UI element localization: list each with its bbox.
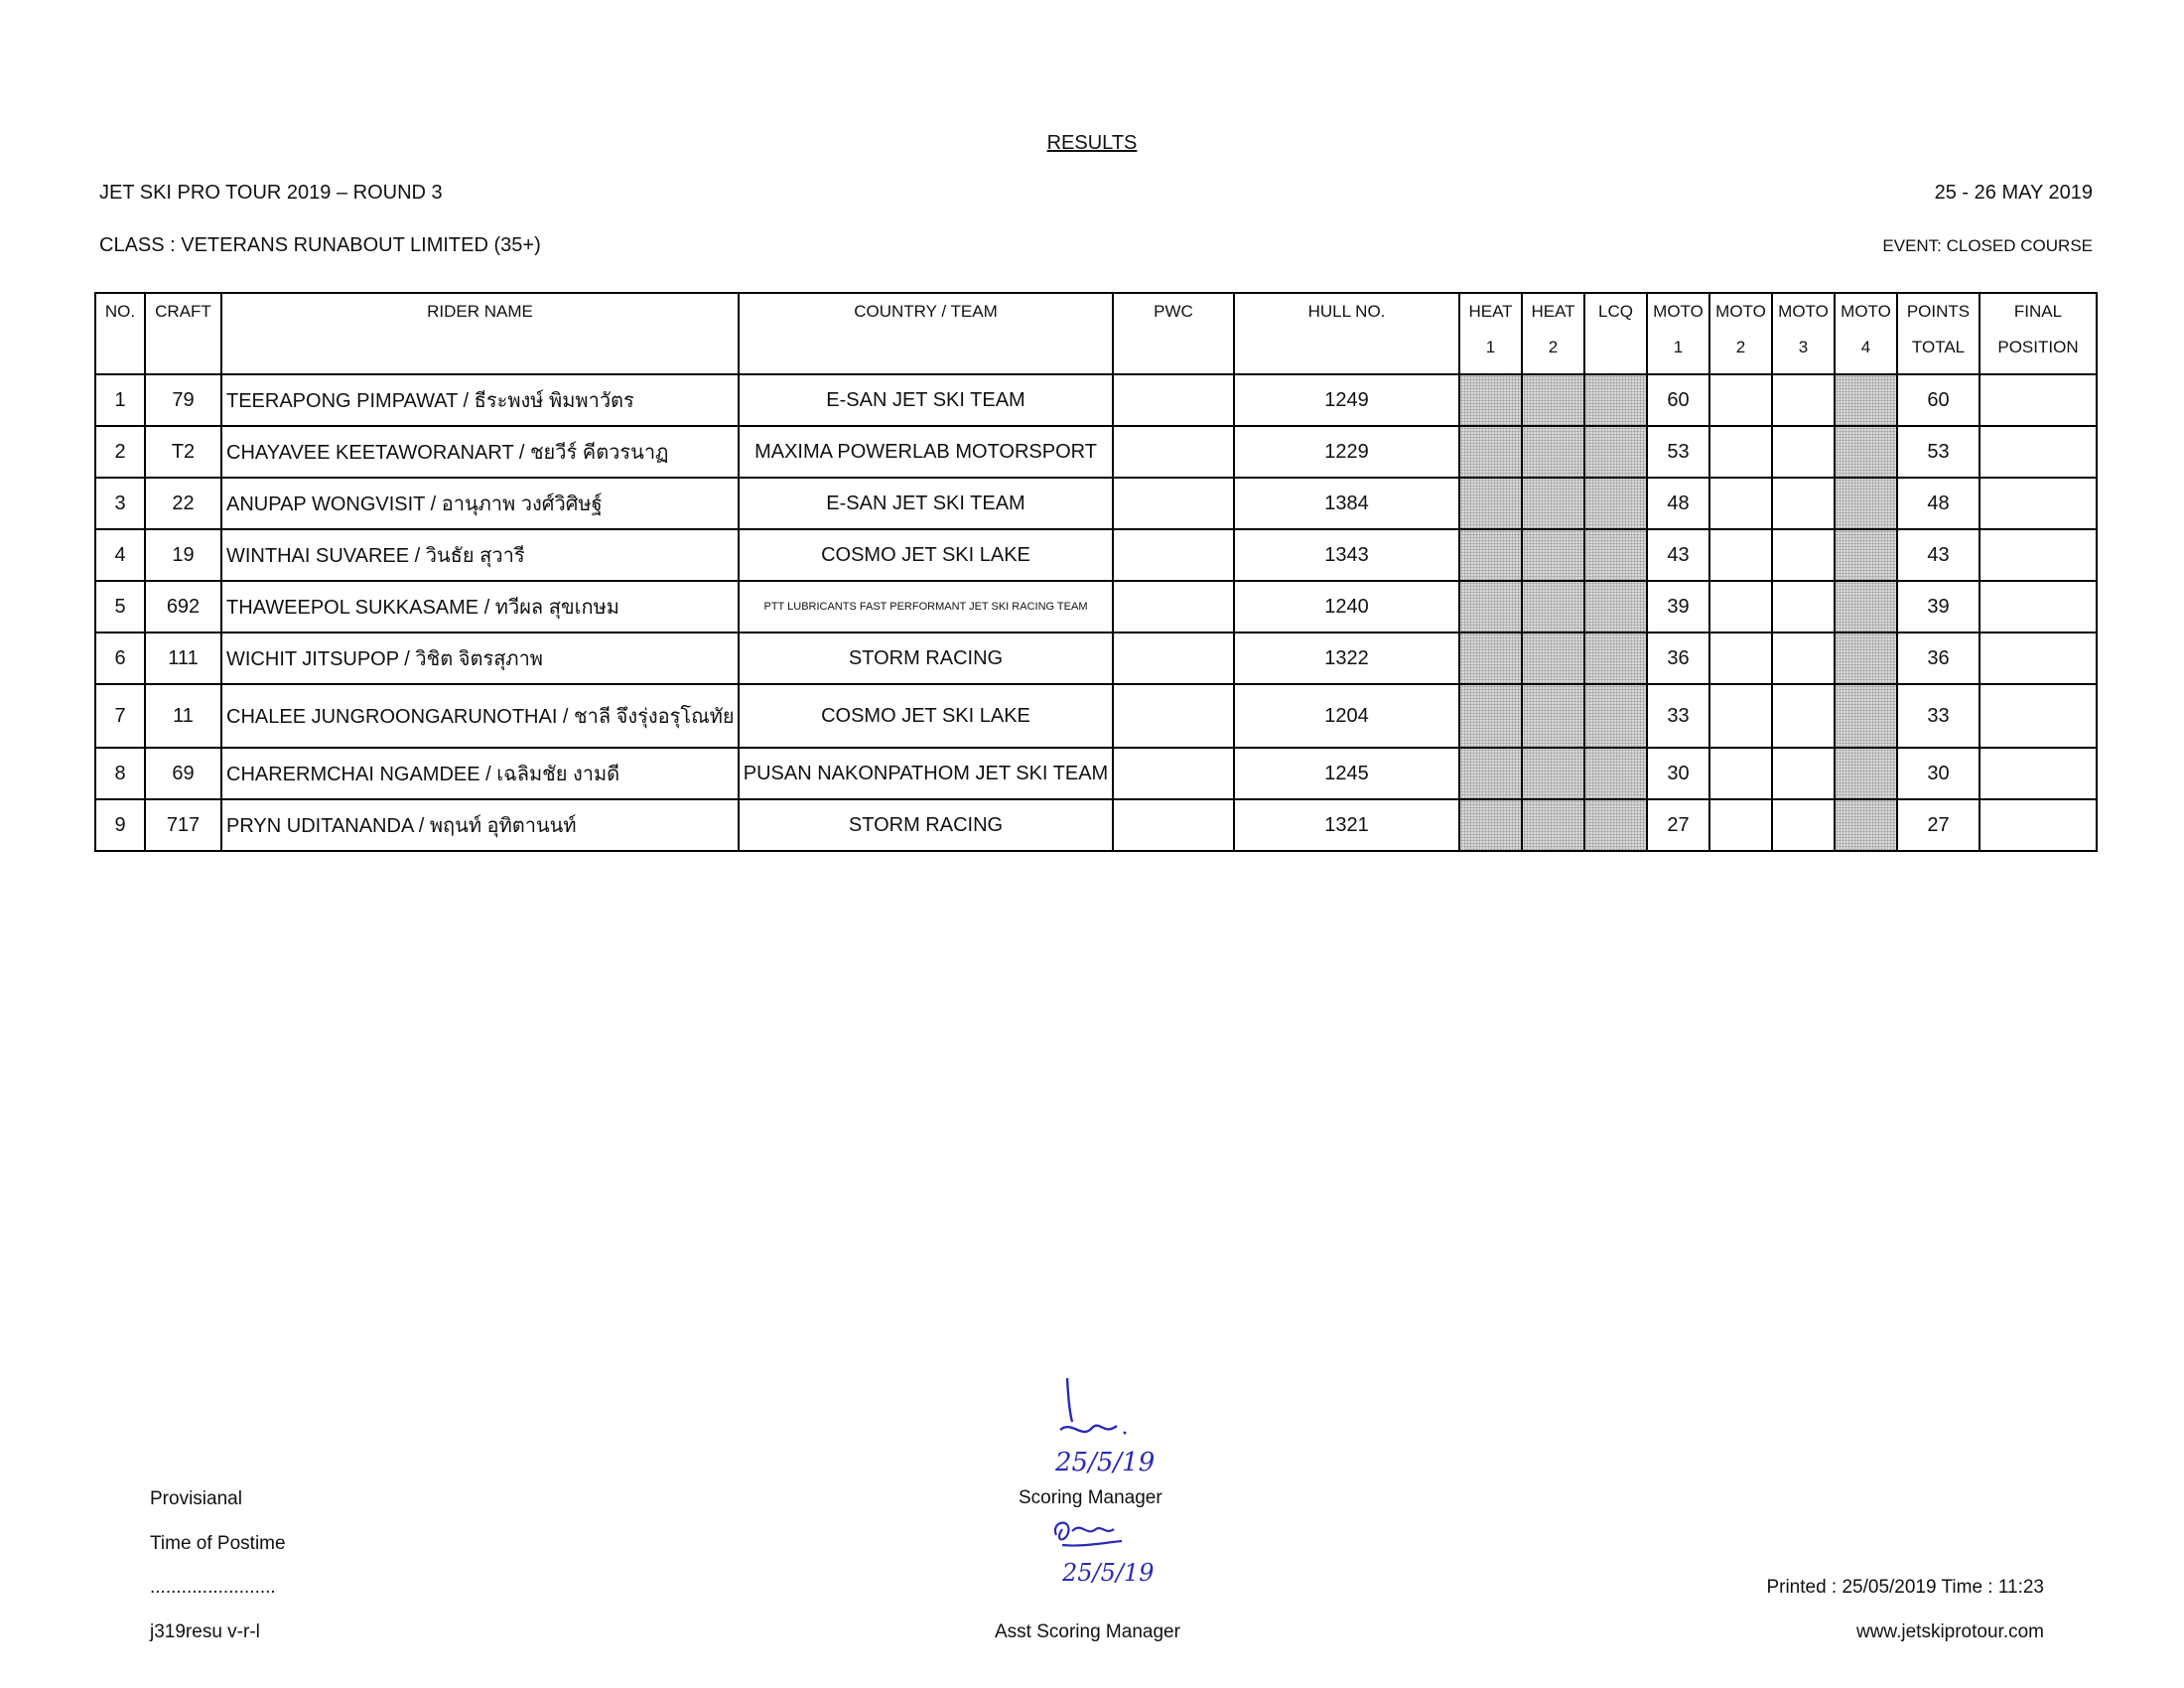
cell-points: 39: [1897, 581, 1979, 633]
cell-moto1: 60: [1647, 374, 1709, 426]
cell-no: 1: [95, 374, 145, 426]
cell-heat1: [1459, 684, 1522, 748]
table-row: [95, 581, 2097, 633]
cell-heat2: [1522, 799, 1584, 851]
cell-moto1: 53: [1647, 426, 1709, 478]
table-row: [95, 426, 2097, 478]
cell-rider: WICHIT JITSUPOP / วิชิต จิตรสุภาพ: [221, 633, 739, 684]
cell-lcq: [1584, 684, 1647, 748]
col-final: FINAL POSITION: [1979, 293, 2097, 374]
cell-lcq: [1584, 478, 1647, 529]
cell-heat2: [1522, 529, 1584, 581]
event-dates: 25 - 26 MAY 2019: [1934, 182, 2093, 204]
cell-moto1: 43: [1647, 529, 1709, 581]
cell-craft: 22: [145, 478, 221, 529]
cell-final: [1979, 529, 2097, 581]
time-of-postime-label: Time of Postime: [150, 1533, 286, 1554]
cell-moto1: 30: [1647, 748, 1709, 799]
cell-pwc: [1113, 633, 1234, 684]
cell-pwc: [1113, 581, 1234, 633]
cell-moto2: [1709, 529, 1772, 581]
cell-hull: 1321: [1234, 799, 1459, 851]
cell-team: COSMO JET SKI LAKE: [739, 684, 1113, 748]
cell-no: 6: [95, 633, 145, 684]
cell-hull: 1229: [1234, 426, 1459, 478]
cell-heat2: [1522, 426, 1584, 478]
cell-moto4: [1835, 748, 1897, 799]
table-row: [95, 529, 2097, 581]
cell-no: 9: [95, 799, 145, 851]
cell-rider: TEERAPONG PIMPAWAT / ธีระพงษ์ พิมพาวัตร: [221, 374, 739, 426]
table-row: [95, 374, 2097, 426]
cell-moto4: [1835, 684, 1897, 748]
col-heat2: HEAT 2: [1522, 293, 1584, 374]
col-pwc: PWC: [1113, 293, 1234, 374]
cell-final: [1979, 478, 2097, 529]
col-team: COUNTRY / TEAM: [739, 293, 1113, 374]
cell-team: COSMO JET SKI LAKE: [739, 529, 1113, 581]
cell-moto3: [1772, 633, 1835, 684]
cell-rider: CHALEE JUNGROONGARUNOTHAI / ชาลี จึงรุ่งอรุโณทัย: [221, 684, 739, 748]
cell-rider: CHARERMCHAI NGAMDEE / เฉลิมชัย งามดี: [221, 748, 739, 799]
cell-pwc: [1113, 478, 1234, 529]
cell-pwc: [1113, 426, 1234, 478]
cell-heat1: [1459, 374, 1522, 426]
handwritten-signature-2: [1042, 1507, 1171, 1557]
event-type: EVENT: CLOSED COURSE: [1882, 236, 2093, 255]
cell-craft: 69: [145, 748, 221, 799]
cell-pwc: [1113, 799, 1234, 851]
cell-moto2: [1709, 581, 1772, 633]
cell-heat1: [1459, 799, 1522, 851]
cell-moto2: [1709, 748, 1772, 799]
table-header-row: [95, 293, 2097, 374]
cell-moto1: 48: [1647, 478, 1709, 529]
cell-final: [1979, 633, 2097, 684]
cell-lcq: [1584, 426, 1647, 478]
cell-points: 27: [1897, 799, 1979, 851]
cell-lcq: [1584, 748, 1647, 799]
signature-1-date: 25/5/19: [1055, 1448, 1156, 1477]
cell-heat1: [1459, 633, 1522, 684]
cell-lcq: [1584, 799, 1647, 851]
cell-points: 33: [1897, 684, 1979, 748]
cell-moto4: [1835, 581, 1897, 633]
cell-hull: 1204: [1234, 684, 1459, 748]
cell-craft: 11: [145, 684, 221, 748]
cell-heat1: [1459, 748, 1522, 799]
cell-heat1: [1459, 581, 1522, 633]
cell-craft: 111: [145, 633, 221, 684]
cell-rider: WINTHAI SUVAREE / วินธัย สุวารี: [221, 529, 739, 581]
cell-points: 43: [1897, 529, 1979, 581]
cell-moto4: [1835, 478, 1897, 529]
cell-pwc: [1113, 684, 1234, 748]
cell-team: PTT LUBRICANTS FAST PERFORMANT JET SKI RACING TEAM: [739, 581, 1113, 633]
cell-pwc: [1113, 374, 1234, 426]
cell-moto1: 36: [1647, 633, 1709, 684]
class-label: CLASS : VETERANS RUNABOUT LIMITED (35+): [99, 234, 541, 256]
cell-moto1: 27: [1647, 799, 1709, 851]
cell-team: STORM RACING: [739, 799, 1113, 851]
cell-moto3: [1772, 426, 1835, 478]
cell-hull: 1384: [1234, 478, 1459, 529]
cell-heat2: [1522, 748, 1584, 799]
cell-heat2: [1522, 478, 1584, 529]
cell-heat2: [1522, 633, 1584, 684]
cell-moto4: [1835, 374, 1897, 426]
cell-team: E-SAN JET SKI TEAM: [739, 374, 1113, 426]
cell-no: 5: [95, 581, 145, 633]
cell-final: [1979, 748, 2097, 799]
cell-hull: 1249: [1234, 374, 1459, 426]
col-moto1: MOTO 1: [1647, 293, 1709, 374]
cell-moto3: [1772, 529, 1835, 581]
cell-hull: 1322: [1234, 633, 1459, 684]
cell-lcq: [1584, 374, 1647, 426]
cell-final: [1979, 426, 2097, 478]
cell-team: PUSAN NAKONPATHOM JET SKI TEAM: [739, 748, 1113, 799]
cell-moto2: [1709, 633, 1772, 684]
cell-rider: PRYN UDITANANDA / พฤนท์ อุทิตานนท์: [221, 799, 739, 851]
col-points: POINTS TOTAL: [1897, 293, 1979, 374]
col-moto2: MOTO 2: [1709, 293, 1772, 374]
col-moto4: MOTO 4: [1835, 293, 1897, 374]
printed-timestamp: Printed : 25/05/2019 Time : 11:23: [1766, 1577, 2044, 1598]
cell-no: 7: [95, 684, 145, 748]
cell-pwc: [1113, 529, 1234, 581]
cell-moto2: [1709, 478, 1772, 529]
cell-heat1: [1459, 426, 1522, 478]
cell-moto3: [1772, 684, 1835, 748]
cell-final: [1979, 684, 2097, 748]
cell-final: [1979, 581, 2097, 633]
cell-moto4: [1835, 426, 1897, 478]
cell-moto3: [1772, 748, 1835, 799]
cell-heat2: [1522, 374, 1584, 426]
cell-hull: 1343: [1234, 529, 1459, 581]
page-title: RESULTS: [1046, 132, 1138, 154]
cell-pwc: [1113, 748, 1234, 799]
cell-lcq: [1584, 633, 1647, 684]
cell-moto4: [1835, 633, 1897, 684]
cell-lcq: [1584, 529, 1647, 581]
cell-hull: 1240: [1234, 581, 1459, 633]
signature-2-date: 25/5/19: [1062, 1559, 1155, 1587]
asst-scoring-manager-label: Asst Scoring Manager: [995, 1621, 1180, 1642]
cell-rider: ANUPAP WONGVISIT / อานุภาพ วงศ์วิศิษฐ์: [221, 478, 739, 529]
col-rider: RIDER NAME: [221, 293, 739, 374]
cell-moto3: [1772, 478, 1835, 529]
document-code: j319resu v-r-l: [150, 1621, 260, 1642]
cell-lcq: [1584, 581, 1647, 633]
results-table: [94, 292, 2098, 852]
cell-moto4: [1835, 529, 1897, 581]
cell-final: [1979, 799, 2097, 851]
cell-rider: THAWEEPOL SUKKASAME / ทวีผล สุขเกษม: [221, 581, 739, 633]
cell-team: MAXIMA POWERLAB MOTORSPORT: [739, 426, 1113, 478]
cell-no: 2: [95, 426, 145, 478]
cell-rider: CHAYAVEE KEETAWORANART / ชยวีร์ คีตวรนาฏ: [221, 426, 739, 478]
cell-moto3: [1772, 799, 1835, 851]
cell-hull: 1245: [1234, 748, 1459, 799]
cell-team: E-SAN JET SKI TEAM: [739, 478, 1113, 529]
website-link[interactable]: www.jetskiprotour.com: [1855, 1621, 2044, 1642]
cell-moto1: 33: [1647, 684, 1709, 748]
handwritten-signature-1: [1042, 1370, 1171, 1499]
cell-craft: 79: [145, 374, 221, 426]
table-row: [95, 684, 2097, 748]
cell-heat2: [1522, 684, 1584, 748]
cell-points: 53: [1897, 426, 1979, 478]
cell-team: STORM RACING: [739, 633, 1113, 684]
cell-moto1: 39: [1647, 581, 1709, 633]
cell-moto3: [1772, 374, 1835, 426]
cell-moto3: [1772, 581, 1835, 633]
cell-no: 3: [95, 478, 145, 529]
event-name: JET SKI PRO TOUR 2019 – ROUND 3: [99, 182, 443, 204]
cell-moto2: [1709, 374, 1772, 426]
cell-final: [1979, 374, 2097, 426]
table-row: [95, 633, 2097, 684]
col-heat1: HEAT 1: [1459, 293, 1522, 374]
cell-craft: 692: [145, 581, 221, 633]
cell-heat1: [1459, 529, 1522, 581]
cell-points: 30: [1897, 748, 1979, 799]
cell-moto2: [1709, 426, 1772, 478]
cell-no: 8: [95, 748, 145, 799]
cell-craft: T2: [145, 426, 221, 478]
col-craft: CRAFT: [145, 293, 221, 374]
table-row: [95, 799, 2097, 851]
cell-heat1: [1459, 478, 1522, 529]
cell-moto2: [1709, 799, 1772, 851]
table-row: [95, 478, 2097, 529]
table-row: [95, 748, 2097, 799]
col-moto3: MOTO 3: [1772, 293, 1835, 374]
cell-moto2: [1709, 684, 1772, 748]
cell-heat2: [1522, 581, 1584, 633]
cell-moto4: [1835, 799, 1897, 851]
cell-craft: 19: [145, 529, 221, 581]
cell-points: 60: [1897, 374, 1979, 426]
cell-points: 36: [1897, 633, 1979, 684]
provisional-label: Provisianal: [150, 1488, 242, 1509]
cell-no: 4: [95, 529, 145, 581]
postime-blank: ........................: [150, 1577, 276, 1598]
col-no: NO.: [95, 293, 145, 374]
cell-craft: 717: [145, 799, 221, 851]
col-lcq: LCQ: [1584, 293, 1647, 374]
col-hull: HULL NO.: [1234, 293, 1459, 374]
cell-points: 48: [1897, 478, 1979, 529]
scoring-manager-label: Scoring Manager: [1019, 1487, 1162, 1508]
